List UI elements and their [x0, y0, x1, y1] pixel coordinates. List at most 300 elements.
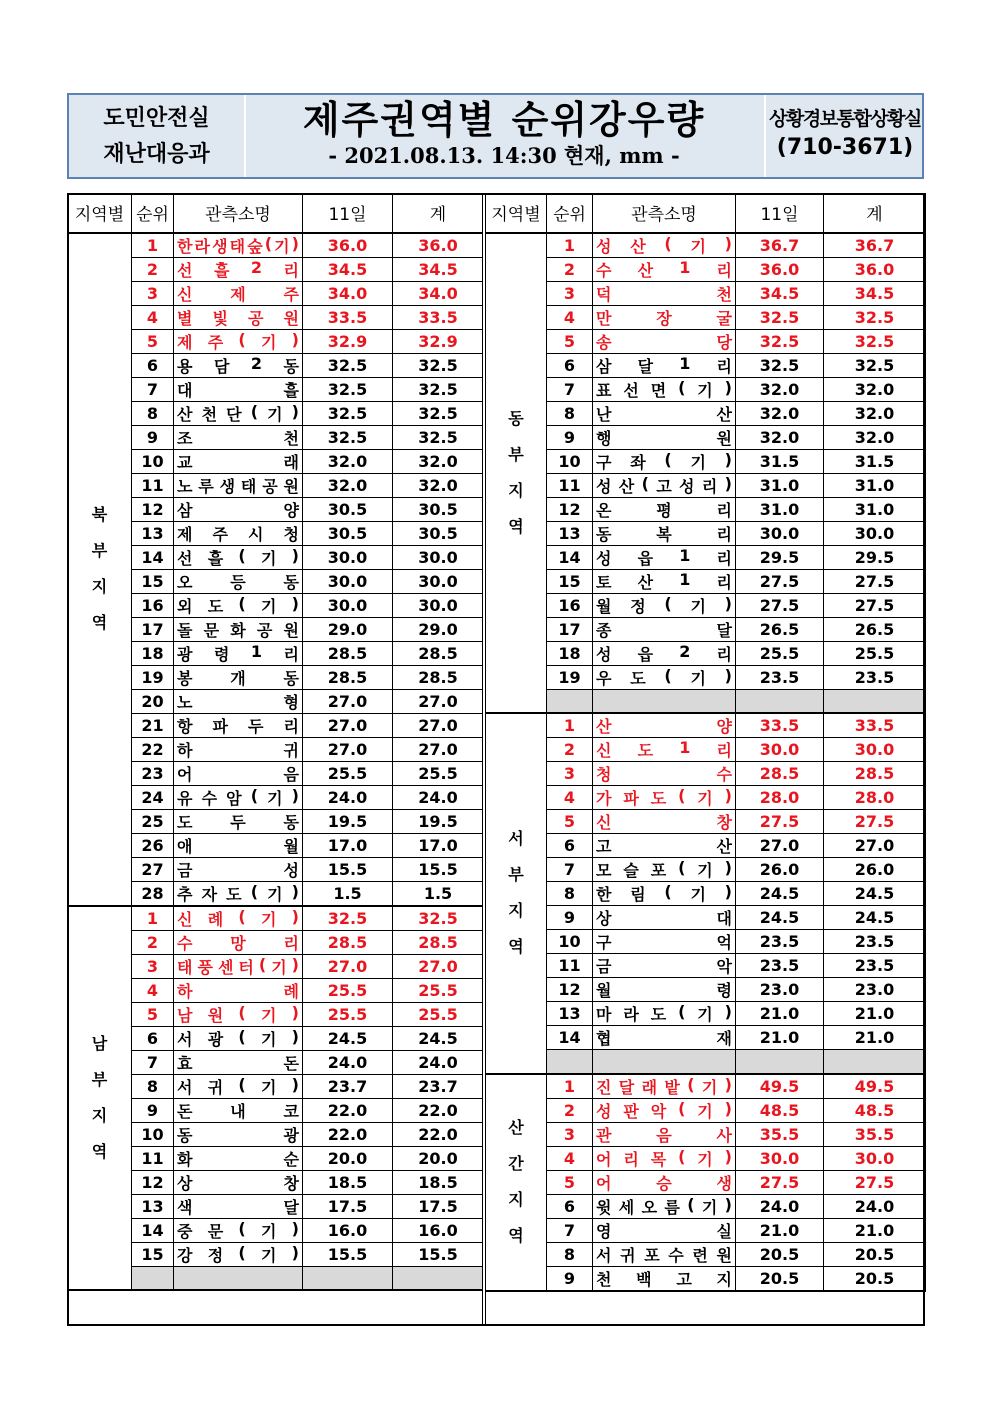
day-rainfall: 30.0 — [736, 521, 824, 545]
station-name — [174, 353, 303, 377]
rank-cell: 2 — [547, 257, 593, 281]
total-rainfall: 28.5 — [824, 762, 926, 786]
rank-cell: 4 — [547, 1146, 593, 1170]
table-row — [486, 305, 926, 329]
day-rainfall: 15.5 — [303, 1242, 393, 1266]
day-rainfall: 30.5 — [303, 497, 393, 521]
total-rainfall: 33.5 — [824, 713, 926, 738]
day-rainfall: 32.0 — [303, 449, 393, 473]
station-name-text: 상 대 — [596, 909, 732, 928]
station-name — [174, 329, 303, 353]
station-name — [593, 1170, 736, 1194]
day-rainfall: 17.0 — [303, 833, 393, 857]
day-rainfall: 27.0 — [303, 689, 393, 713]
station-name-text: 천 백 고 지 — [596, 1269, 732, 1289]
day-rainfall: 23.5 — [736, 954, 824, 978]
department-line-1: 도민안전실 — [103, 106, 210, 131]
day-rainfall: 26.0 — [736, 858, 824, 882]
table-row — [486, 906, 926, 930]
station-name-text: 동 광 — [177, 1125, 299, 1145]
total-rainfall: 31.5 — [824, 449, 926, 473]
station-name — [174, 785, 303, 809]
table-row — [486, 882, 926, 906]
station-name — [174, 257, 303, 281]
empty-row — [486, 689, 926, 713]
station-name-text: 영 실 — [596, 1221, 732, 1241]
day-rainfall: 27.5 — [736, 1170, 824, 1194]
total-rainfall: 24.0 — [393, 1050, 484, 1074]
station-name — [593, 1194, 736, 1218]
rank-cell: 1 — [547, 713, 593, 738]
rank-cell: 3 — [547, 762, 593, 786]
region-label — [486, 1074, 547, 1291]
day-rainfall: 25.5 — [303, 1002, 393, 1026]
station-name — [174, 809, 303, 833]
table-row — [486, 545, 926, 569]
station-name — [593, 834, 736, 858]
station-name — [593, 329, 736, 353]
office-phone: (710-3671) — [776, 135, 914, 160]
station-name-text: 덕 천 — [596, 284, 732, 304]
station-name — [593, 257, 736, 281]
rank-cell: 7 — [547, 377, 593, 401]
rank-cell: 9 — [547, 906, 593, 930]
empty-cell — [132, 1266, 174, 1290]
table-row — [486, 425, 926, 449]
total-rainfall: 27.5 — [824, 593, 926, 617]
station-name-text: 한 림 ( 기 ) — [596, 882, 732, 904]
rank-cell: 18 — [132, 641, 174, 665]
day-rainfall: 17.5 — [303, 1194, 393, 1218]
station-name-text: 하 귀 — [177, 740, 299, 760]
total-rainfall: 27.0 — [393, 713, 484, 737]
table-row — [486, 954, 926, 978]
total-rainfall: 22.0 — [393, 1098, 484, 1122]
region-label — [68, 233, 132, 906]
day-rainfall: 32.5 — [303, 906, 393, 931]
day-rainfall: 25.5 — [303, 978, 393, 1002]
total-rainfall: 24.5 — [393, 1026, 484, 1050]
day-rainfall: 32.0 — [303, 473, 393, 497]
total-rainfall: 25.5 — [393, 978, 484, 1002]
station-name-text: 중 문 ( 기 ) — [177, 1218, 299, 1241]
station-name — [174, 521, 303, 545]
day-rainfall: 29.5 — [736, 545, 824, 569]
table-row — [486, 449, 926, 473]
region-char: 지 — [91, 1105, 108, 1125]
station-name — [593, 762, 736, 786]
station-name-text: 어 승 생 — [596, 1173, 732, 1193]
total-rainfall: 24.0 — [824, 1194, 926, 1218]
day-rainfall: 32.0 — [736, 401, 824, 425]
station-name — [174, 1218, 303, 1242]
station-name-text: 별 빛 공 원 — [177, 308, 299, 328]
day-rainfall: 28.0 — [736, 786, 824, 810]
region-char: 동 — [508, 408, 524, 428]
rank-cell: 1 — [547, 1074, 593, 1099]
station-name — [593, 978, 736, 1002]
rank-cell: 14 — [132, 1218, 174, 1242]
day-rainfall: 36.7 — [736, 233, 824, 258]
total-rainfall: 34.0 — [393, 281, 484, 305]
empty-cell — [393, 1266, 484, 1290]
total-rainfall: 28.0 — [824, 786, 926, 810]
station-name — [593, 377, 736, 401]
station-name-text: 제 주 ( 기 ) — [177, 329, 299, 352]
total-rainfall: 30.5 — [393, 497, 484, 521]
station-name — [174, 1098, 303, 1122]
rank-cell: 15 — [132, 1242, 174, 1266]
total-rainfall: 23.7 — [393, 1074, 484, 1098]
total-rainfall: 16.0 — [393, 1218, 484, 1242]
table-row — [486, 353, 926, 377]
col-total: 계 — [824, 194, 926, 233]
station-name-text: 만 장 굴 — [596, 308, 732, 328]
col-day: 11일 — [736, 194, 824, 233]
rank-cell: 15 — [132, 569, 174, 593]
total-rainfall: 1.5 — [393, 881, 484, 906]
empty-cell — [593, 1050, 736, 1074]
empty-cell — [547, 1050, 593, 1074]
table-row — [486, 713, 926, 738]
table-header-row — [486, 194, 926, 233]
total-rainfall: 18.5 — [393, 1170, 484, 1194]
rank-cell: 8 — [547, 401, 593, 425]
rank-cell: 1 — [132, 906, 174, 931]
rank-cell: 3 — [547, 1122, 593, 1146]
empty-cell — [824, 689, 926, 713]
rank-cell: 6 — [547, 834, 593, 858]
station-name-text: 동 복 리 — [596, 524, 732, 544]
station-name — [174, 305, 303, 329]
station-name — [593, 473, 736, 497]
station-name — [174, 881, 303, 906]
total-rainfall: 36.7 — [824, 233, 926, 258]
total-rainfall: 23.5 — [824, 665, 926, 689]
table-row — [486, 617, 926, 641]
total-rainfall: 27.0 — [824, 834, 926, 858]
department — [69, 95, 244, 177]
station-name-text: 용 담 2 동 — [177, 353, 299, 376]
total-rainfall: 23.5 — [824, 954, 926, 978]
station-name — [593, 954, 736, 978]
station-name-text: 서 광 ( 기 ) — [177, 1026, 299, 1049]
station-name — [593, 353, 736, 377]
rank-cell: 12 — [547, 978, 593, 1002]
total-rainfall: 15.5 — [393, 1242, 484, 1266]
station-name — [174, 593, 303, 617]
station-name — [593, 1098, 736, 1122]
station-name — [174, 1122, 303, 1146]
table-row — [486, 257, 926, 281]
station-name-text: 난 산 — [596, 404, 732, 424]
station-name — [174, 641, 303, 665]
day-rainfall: 34.5 — [736, 281, 824, 305]
station-name — [174, 1242, 303, 1266]
station-name — [593, 810, 736, 834]
region-char: 남 — [91, 1033, 108, 1053]
table-row — [486, 1218, 926, 1242]
station-name-text: 고 산 — [596, 837, 732, 856]
station-name-text: 태 풍 센 터 ( 기 ) — [177, 954, 299, 977]
rank-cell: 14 — [132, 545, 174, 569]
station-name-text: 구 억 — [596, 933, 732, 952]
table-row — [486, 377, 926, 401]
total-rainfall: 27.5 — [824, 1170, 926, 1194]
region-char: 산 — [508, 1118, 524, 1137]
table-row — [486, 1074, 926, 1099]
day-rainfall: 20.0 — [303, 1146, 393, 1170]
day-rainfall: 32.0 — [736, 377, 824, 401]
total-rainfall: 36.0 — [824, 257, 926, 281]
total-rainfall: 19.5 — [393, 809, 484, 833]
total-rainfall: 30.0 — [393, 593, 484, 617]
station-name — [174, 569, 303, 593]
total-rainfall: 31.0 — [824, 473, 926, 497]
rank-cell: 20 — [132, 689, 174, 713]
day-rainfall: 27.0 — [303, 713, 393, 737]
station-name — [593, 858, 736, 882]
station-name — [174, 954, 303, 978]
station-name — [174, 377, 303, 401]
rank-cell: 15 — [547, 569, 593, 593]
total-rainfall: 27.0 — [393, 954, 484, 978]
station-name-text: 봉 개 동 — [177, 668, 299, 688]
table-row — [68, 906, 484, 931]
rank-cell: 26 — [132, 833, 174, 857]
table-row — [486, 810, 926, 834]
station-name — [593, 1146, 736, 1170]
rank-cell: 6 — [547, 353, 593, 377]
station-name — [593, 521, 736, 545]
day-rainfall: 21.0 — [736, 1218, 824, 1242]
station-name — [174, 689, 303, 713]
station-name-text: 산 천 단 ( 기 ) — [177, 401, 299, 424]
total-rainfall: 25.5 — [393, 1002, 484, 1026]
station-name — [593, 641, 736, 665]
day-rainfall: 19.5 — [303, 809, 393, 833]
table-divider — [482, 193, 486, 1326]
day-rainfall: 24.5 — [736, 906, 824, 930]
rank-cell: 10 — [132, 449, 174, 473]
rank-cell: 2 — [132, 930, 174, 954]
rank-cell: 8 — [547, 1242, 593, 1266]
station-name-text: 진 달 래 밭 ( 기 ) — [596, 1074, 732, 1097]
station-name — [593, 713, 736, 738]
station-name-text: 어 리 목 ( 기 ) — [596, 1146, 732, 1169]
region-label — [486, 233, 547, 714]
total-rainfall: 30.5 — [393, 521, 484, 545]
table-row — [486, 1098, 926, 1122]
total-rainfall: 17.5 — [393, 1194, 484, 1218]
station-name — [593, 1026, 736, 1050]
left-rainfall-table — [67, 193, 484, 1291]
station-name-text: 청 수 — [596, 765, 732, 784]
rank-cell: 2 — [132, 257, 174, 281]
station-name-text: 외 도 ( 기 ) — [177, 593, 299, 616]
region-char: 지 — [508, 901, 524, 921]
station-name-text: 월 령 — [596, 981, 732, 1000]
station-name — [174, 401, 303, 425]
station-name — [174, 906, 303, 931]
total-rainfall: 32.5 — [393, 353, 484, 377]
station-name-text: 광 령 1 리 — [177, 641, 299, 664]
station-name-text: 도 두 동 — [177, 812, 299, 832]
total-rainfall: 32.5 — [824, 329, 926, 353]
station-name-text: 토 산 1 리 — [596, 569, 732, 592]
station-name-text: 온 평 리 — [596, 500, 732, 520]
total-rainfall: 20.5 — [824, 1266, 926, 1291]
station-name — [593, 449, 736, 473]
total-rainfall: 23.0 — [824, 978, 926, 1002]
station-name-text: 유 수 암 ( 기 ) — [177, 785, 299, 808]
total-rainfall: 32.0 — [824, 377, 926, 401]
title-block — [244, 95, 764, 177]
total-rainfall: 25.5 — [824, 641, 926, 665]
rank-cell: 5 — [547, 329, 593, 353]
station-name-text: 우 도 ( 기 ) — [596, 665, 732, 688]
day-rainfall: 23.0 — [736, 978, 824, 1002]
station-name — [593, 593, 736, 617]
station-name — [174, 425, 303, 449]
total-rainfall: 36.0 — [393, 233, 484, 258]
station-name — [174, 1146, 303, 1170]
station-name-text: 제 주 시 청 — [177, 524, 299, 544]
total-rainfall: 48.5 — [824, 1098, 926, 1122]
total-rainfall: 49.5 — [824, 1074, 926, 1099]
station-name — [593, 930, 736, 954]
station-name-text: 조 천 — [177, 428, 299, 448]
total-rainfall: 26.0 — [824, 858, 926, 882]
station-name-text: 종 달 — [596, 620, 732, 640]
empty-row — [486, 1050, 926, 1074]
rank-cell: 10 — [132, 1122, 174, 1146]
day-rainfall: 49.5 — [736, 1074, 824, 1099]
total-rainfall: 32.9 — [393, 329, 484, 353]
station-name — [174, 1074, 303, 1098]
station-name — [174, 1050, 303, 1074]
empty-cell — [303, 1266, 393, 1290]
rank-cell: 19 — [547, 665, 593, 689]
region-label — [486, 713, 547, 1074]
station-name-text: 남 원 ( 기 ) — [177, 1002, 299, 1025]
station-name-text: 교 래 — [177, 452, 299, 472]
station-name — [593, 1122, 736, 1146]
station-name-text: 노 형 — [177, 692, 299, 712]
table-row — [486, 834, 926, 858]
region-char: 지 — [91, 577, 108, 596]
total-rainfall: 22.0 — [393, 1122, 484, 1146]
day-rainfall: 35.5 — [736, 1122, 824, 1146]
station-name — [593, 569, 736, 593]
day-rainfall: 28.5 — [303, 641, 393, 665]
rank-cell: 27 — [132, 857, 174, 881]
day-rainfall: 30.0 — [303, 545, 393, 569]
day-rainfall: 24.0 — [736, 1194, 824, 1218]
station-name — [174, 281, 303, 305]
station-name — [593, 882, 736, 906]
table-row — [486, 1002, 926, 1026]
station-name — [174, 473, 303, 497]
station-name-text: 색 달 — [177, 1197, 299, 1217]
station-name — [174, 545, 303, 569]
empty-cell — [824, 1050, 926, 1074]
station-name — [174, 449, 303, 473]
region-label — [68, 906, 132, 1291]
rank-cell: 19 — [132, 665, 174, 689]
total-rainfall: 29.5 — [824, 545, 926, 569]
day-rainfall: 32.5 — [736, 353, 824, 377]
station-name-text: 수 망 리 — [177, 933, 299, 953]
station-name-text: 금 성 — [177, 860, 299, 880]
total-rainfall: 17.0 — [393, 833, 484, 857]
table-row — [68, 233, 484, 258]
total-rainfall: 21.0 — [824, 1218, 926, 1242]
rank-cell: 9 — [547, 425, 593, 449]
rank-cell: 7 — [132, 1050, 174, 1074]
rank-cell: 4 — [547, 305, 593, 329]
table-row — [486, 930, 926, 954]
table-row — [486, 569, 926, 593]
total-rainfall: 20.0 — [393, 1146, 484, 1170]
office-block — [766, 95, 924, 177]
station-name — [174, 233, 303, 258]
station-name-text: 애 월 — [177, 836, 299, 856]
station-name-text: 삼 양 — [177, 500, 299, 520]
total-rainfall: 32.5 — [824, 353, 926, 377]
total-rainfall: 33.5 — [393, 305, 484, 329]
station-name — [174, 978, 303, 1002]
station-name-text: 한 라 생 태 숲 ( 기 ) — [177, 233, 299, 256]
rank-cell: 5 — [547, 1170, 593, 1194]
station-name — [593, 1218, 736, 1242]
station-name-text: 선 흘 ( 기 ) — [177, 545, 299, 568]
empty-cell — [736, 1050, 824, 1074]
total-rainfall: 24.0 — [393, 785, 484, 809]
total-rainfall: 28.5 — [393, 665, 484, 689]
total-rainfall: 27.5 — [824, 810, 926, 834]
station-name-text: 하 례 — [177, 981, 299, 1001]
day-rainfall: 24.5 — [736, 882, 824, 906]
empty-cell — [593, 689, 736, 713]
station-name-text: 산 양 — [596, 717, 732, 736]
day-rainfall: 24.0 — [303, 785, 393, 809]
day-rainfall: 32.5 — [736, 329, 824, 353]
table-row — [486, 641, 926, 665]
col-station: 관측소명 — [593, 194, 736, 233]
day-rainfall: 21.0 — [736, 1002, 824, 1026]
rank-cell: 12 — [547, 497, 593, 521]
station-name-text: 성 읍 1 리 — [596, 545, 732, 568]
table-row — [486, 762, 926, 786]
day-rainfall: 31.5 — [736, 449, 824, 473]
station-name — [174, 665, 303, 689]
region-char: 서 — [508, 829, 524, 849]
station-name-text: 대 흘 — [177, 380, 299, 400]
region-char: 부 — [508, 865, 524, 885]
region-char: 역 — [508, 937, 524, 957]
total-rainfall: 32.5 — [393, 425, 484, 449]
station-name — [593, 1266, 736, 1291]
day-rainfall: 22.0 — [303, 1122, 393, 1146]
day-rainfall: 30.0 — [736, 738, 824, 762]
total-rainfall: 21.0 — [824, 1002, 926, 1026]
station-name-text: 행 원 — [596, 428, 732, 448]
day-rainfall: 28.5 — [303, 665, 393, 689]
table-header-row — [68, 194, 484, 233]
station-name — [593, 497, 736, 521]
day-rainfall: 32.5 — [303, 401, 393, 425]
